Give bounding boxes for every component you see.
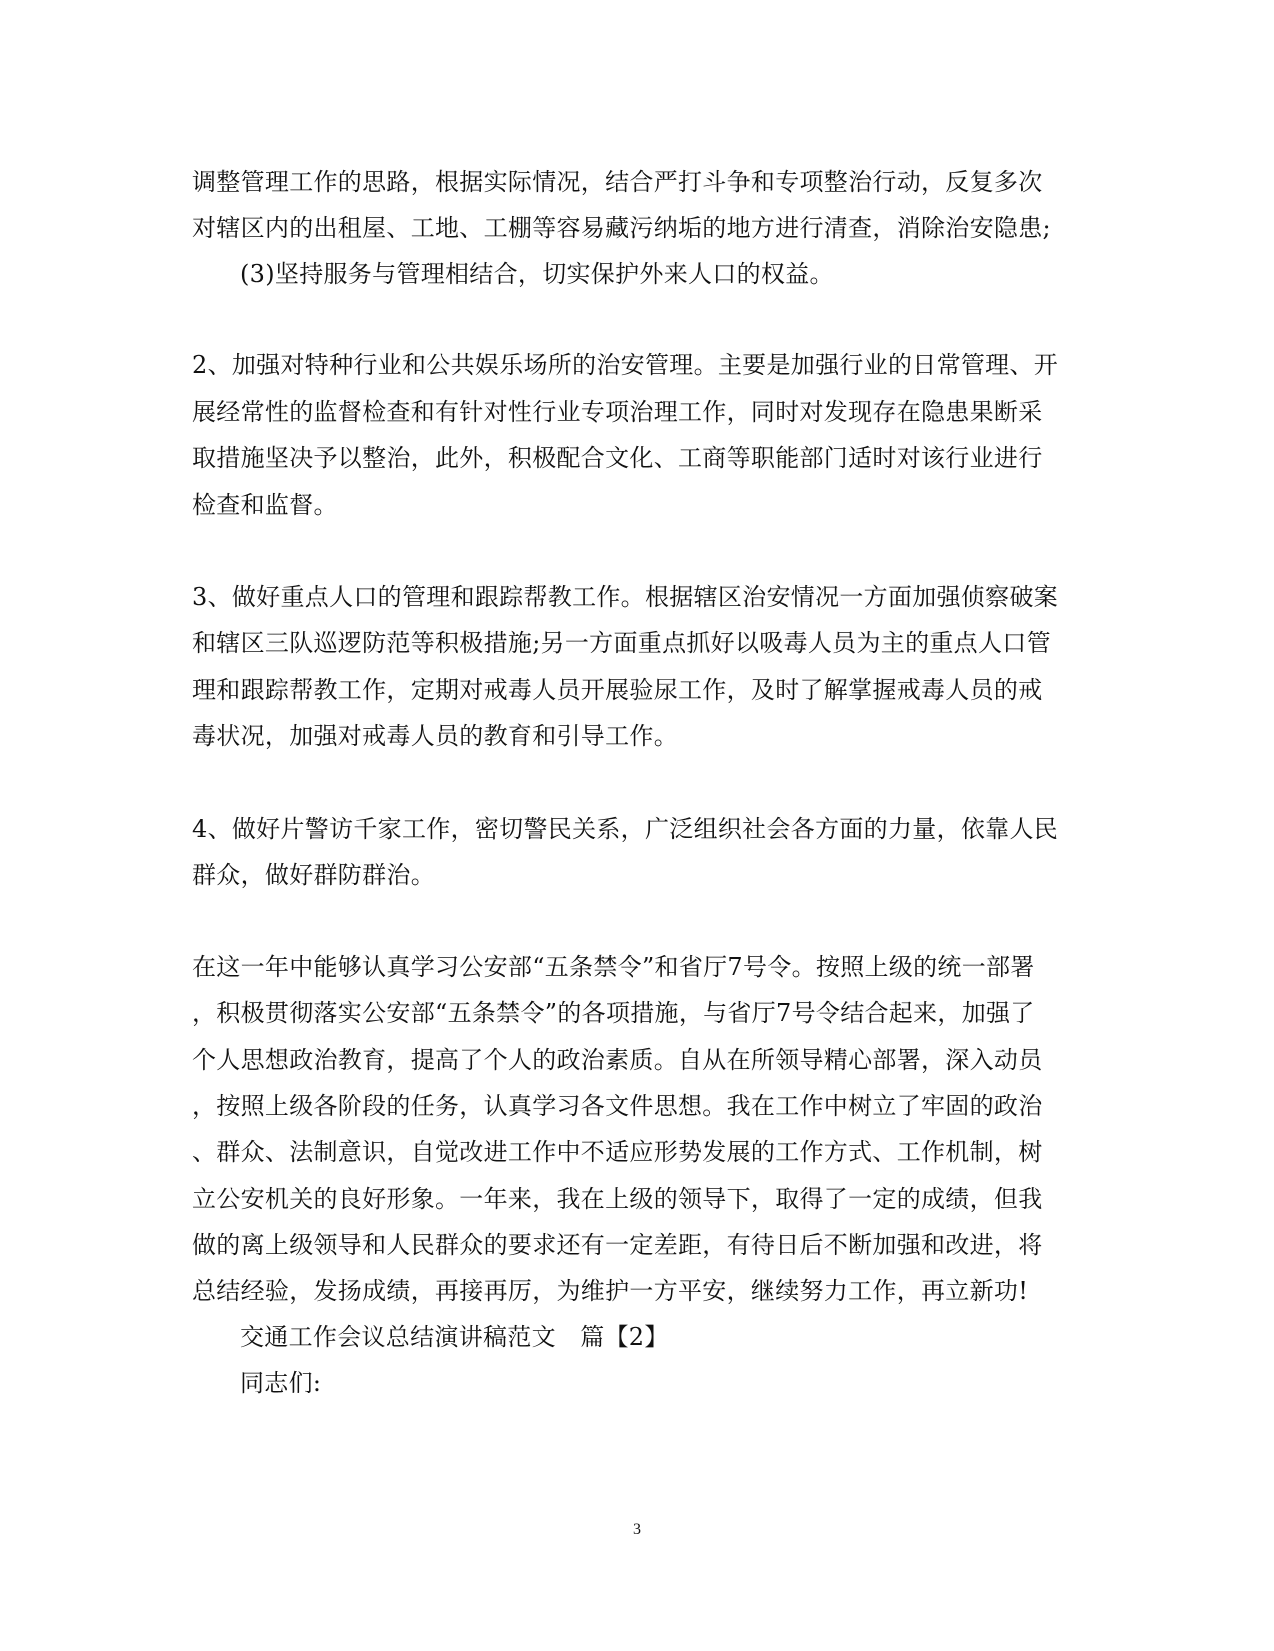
text-line: 总结经验，发扬成绩，再接再厉，为维护一方平安，继续努力工作，再立新功! [192,1277,1029,1305]
text-line: (3)坚持服务与管理相结合，切实保护外来人口的权益。 [240,260,834,288]
text-line: 3、做好重点人口的管理和跟踪帮教工作。根据辖区治安情况一方面加强侦察破案 [192,583,1059,611]
text-line: 群众，做好群防群治。 [192,861,435,889]
text-line: ，积极贯彻落实公安部“五条禁令”的各项措施，与省厅7号令结合起来，加强了 [192,999,1035,1027]
text-line: 检查和监督。 [192,491,338,519]
text-line: 立公安机关的良好形象。一年来，我在上级的领导下，取得了一定的成绩，但我 [192,1185,1043,1213]
text-line: 和辖区三队巡逻防范等积极措施;另一方面重点抓好以吸毒人员为主的重点人口管 [192,629,1051,657]
text-line: 理和跟踪帮教工作，定期对戒毒人员开展验尿工作，及时了解掌握戒毒人员的戒 [192,676,1043,704]
text-line: 展经常性的监督检查和有针对性行业专项治理工作，同时对发现存在隐患果断采 [192,398,1043,426]
text-line: 对辖区内的出租屋、工地、工棚等容易藏污纳垢的地方进行清查，消除治安隐患; [192,214,1051,242]
text-line: 4、做好片警访千家工作，密切警民关系，广泛组织社会各方面的力量，依靠人民 [192,815,1059,843]
text-line: 毒状况，加强对戒毒人员的教育和引导工作。 [192,722,678,750]
text-line: 在这一年中能够认真学习公安部“五条禁令”和省厅7号令。按照上级的统一部署 [192,953,1035,981]
section-heading: 交通工作会议总结演讲稿范文 篇【2】 [240,1323,669,1351]
text-line: 做的离上级领导和人民群众的要求还有一定差距，有待日后不断加强和改进，将 [192,1231,1043,1259]
salutation: 同志们: [240,1369,322,1397]
text-line: 、群众、法制意识，自觉改进工作中不适应形势发展的工作方式、工作机制，树 [192,1138,1043,1166]
text-line: ，按照上级各阶段的任务，认真学习各文件思想。我在工作中树立了牢固的政治 [192,1092,1043,1120]
page-number: 3 [633,1521,641,1538]
text-line: 调整管理工作的思路，根据实际情况，结合严打斗争和专项整治行动，反复多次 [192,168,1043,196]
text-line: 取措施坚决予以整治，此外，积极配合文化、工商等职能部门适时对该行业进行 [192,444,1043,472]
text-line: 2、加强对特种行业和公共娱乐场所的治安管理。主要是加强行业的日常管理、开 [192,351,1059,379]
text-line: 个人思想政治教育，提高了个人的政治素质。自从在所领导精心部署，深入动员 [192,1046,1043,1074]
